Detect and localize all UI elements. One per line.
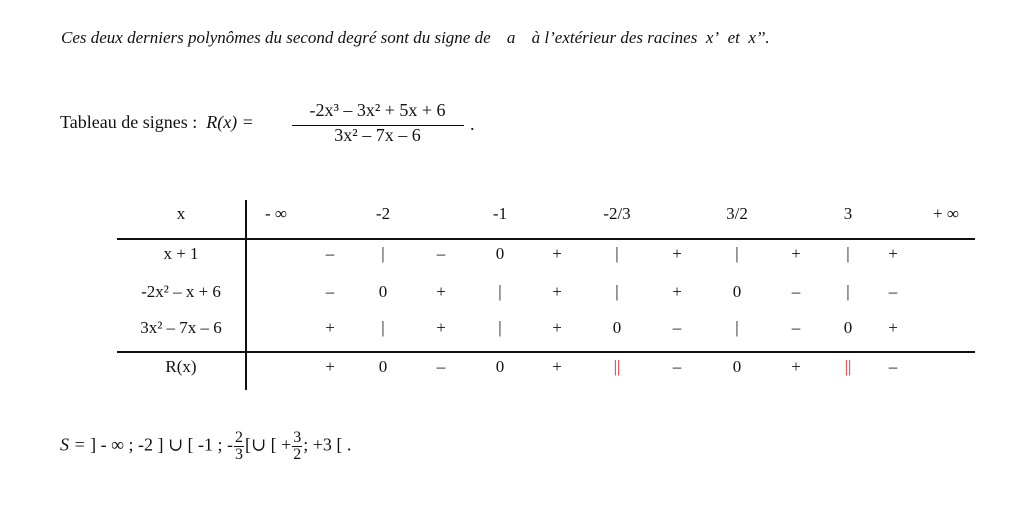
row-label-1: x + 1 — [163, 244, 199, 263]
sign-cell: – — [791, 318, 801, 337]
fraction-2-numerator: 3 — [293, 429, 302, 446]
x-value: 3/2 — [726, 204, 748, 223]
table-vertical-divider — [245, 200, 247, 390]
sign-cell: | — [846, 282, 850, 301]
sign-cell: – — [888, 357, 898, 376]
title-lhs: R(x) = — [206, 112, 254, 132]
solution-part-3: ; +3 [ . — [303, 434, 352, 455]
intro-root-2: x’’. — [748, 28, 770, 47]
solution-part-1: ] - ∞ ; -2 ] ∪ [ -1 ; - — [90, 434, 234, 455]
sign-cell: 0 — [612, 318, 622, 337]
sign-cell: + — [552, 318, 562, 337]
sign-cell: – — [436, 244, 446, 263]
sign-cell: 0 — [732, 282, 742, 301]
forbidden-value-mark: || — [613, 357, 621, 376]
sign-cell: + — [436, 318, 446, 337]
x-value: - ∞ — [264, 204, 288, 223]
intro-text-2: à l’extérieur des racines — [531, 28, 698, 47]
sign-cell: | — [615, 244, 619, 263]
x-value: -2/3 — [603, 204, 631, 223]
sign-cell: + — [552, 357, 562, 376]
intro-a: a — [506, 28, 516, 47]
x-value: -1 — [492, 204, 508, 223]
x-value: 3 — [843, 204, 853, 223]
solution-set — [60, 430, 351, 463]
fraction-2-denominator: 2 — [293, 446, 302, 463]
sign-cell: 0 — [378, 357, 388, 376]
x-header: x — [176, 204, 186, 223]
intro-root-1: x’ — [705, 28, 720, 47]
sign-cell: – — [888, 282, 898, 301]
intro-text-1: Ces deux derniers polynômes du second degré sont du signe de — [61, 28, 491, 47]
sign-cell: | — [498, 282, 502, 301]
x-value: + ∞ — [933, 204, 959, 223]
sign-cell: – — [672, 318, 682, 337]
result-divider — [117, 351, 975, 353]
sign-cell: 0 — [495, 244, 505, 263]
sign-cell: | — [846, 244, 850, 263]
sign-cell: + — [436, 282, 446, 301]
sign-cell: + — [888, 244, 898, 263]
sign-cell: | — [735, 244, 739, 263]
sign-cell: + — [888, 318, 898, 337]
sign-cell: + — [791, 244, 801, 263]
fraction-1-numerator: 2 — [235, 429, 244, 446]
fraction-period: . — [470, 114, 475, 134]
solution-fraction-2 — [292, 430, 302, 463]
fraction-numerator: -2x³ – 3x² + 5x + 6 — [309, 100, 446, 120]
sign-cell: + — [552, 244, 562, 263]
sign-cell: 0 — [378, 282, 388, 301]
intro-et: et — [727, 28, 740, 47]
row-label-result: R(x) — [165, 357, 197, 376]
sign-cell: + — [552, 282, 562, 301]
sign-cell: + — [791, 357, 801, 376]
sign-cell: – — [325, 282, 335, 301]
table-title — [60, 112, 254, 133]
fraction-1-denominator: 3 — [235, 446, 244, 463]
row-label-2: -2x² – x + 6 — [141, 282, 221, 301]
x-value: -2 — [375, 204, 391, 223]
row-label-3: 3x² – 7x – 6 — [140, 318, 222, 337]
solution-fraction-1 — [234, 430, 244, 463]
sign-cell: – — [672, 357, 682, 376]
sign-cell: 0 — [732, 357, 742, 376]
sign-cell: | — [381, 318, 385, 337]
sign-cell: 0 — [495, 357, 505, 376]
sign-cell: | — [498, 318, 502, 337]
intro-sentence — [61, 28, 770, 48]
sign-cell: – — [791, 282, 801, 301]
forbidden-value-mark: || — [844, 357, 852, 376]
fraction-denominator: 3x² – 7x – 6 — [334, 125, 421, 145]
solution-part-2: [∪ [ + — [245, 434, 292, 455]
sign-cell: + — [325, 357, 335, 376]
sign-cell: | — [615, 282, 619, 301]
sign-cell: | — [381, 244, 385, 263]
sign-cell: | — [735, 318, 739, 337]
sign-cell: + — [672, 282, 682, 301]
solution-lhs: S = — [60, 434, 86, 455]
sign-cell: – — [325, 244, 335, 263]
sign-cell: 0 — [843, 318, 853, 337]
header-divider — [117, 238, 975, 240]
sign-cell: – — [436, 357, 446, 376]
title-label: Tableau de signes : — [60, 112, 198, 132]
sign-cell: + — [672, 244, 682, 263]
sign-cell: + — [325, 318, 335, 337]
